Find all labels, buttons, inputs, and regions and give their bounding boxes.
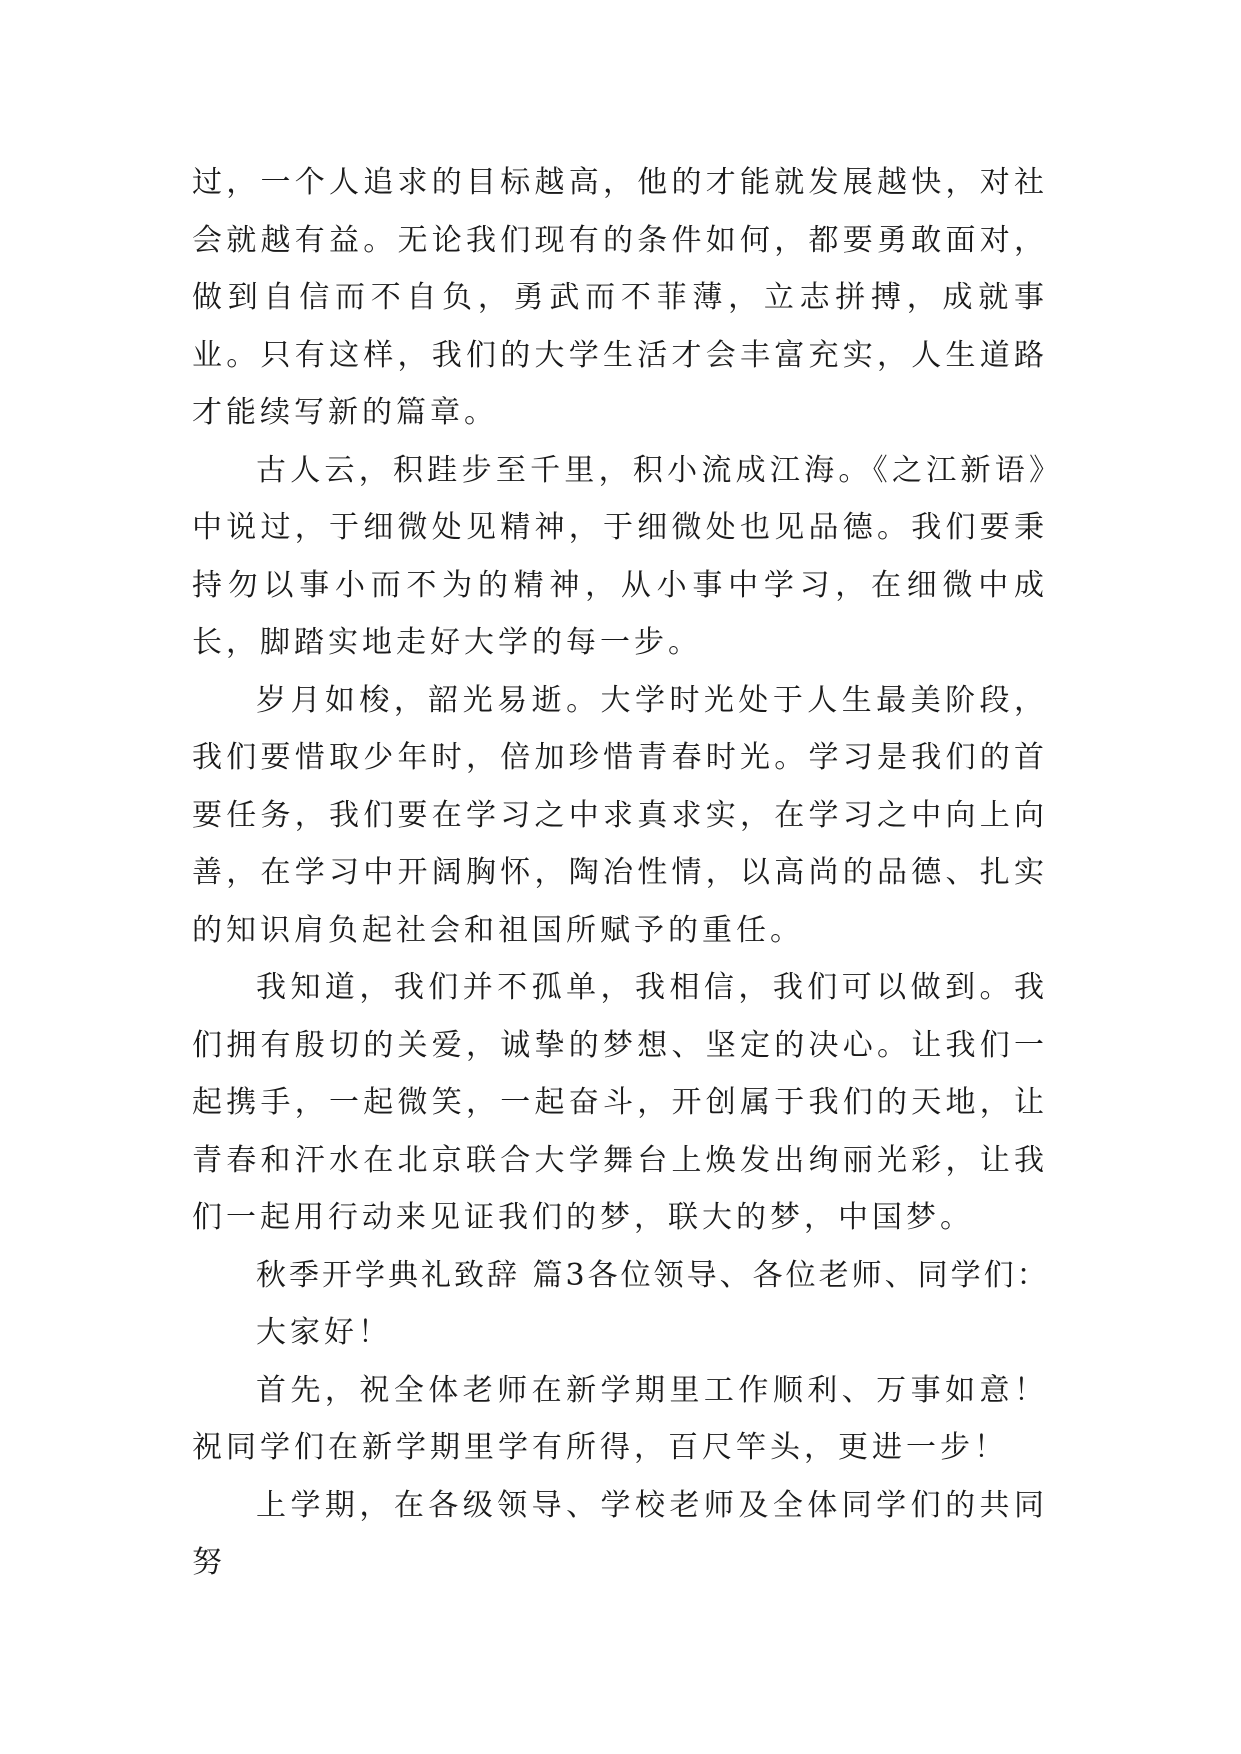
paragraph-dream: 我知道，我们并不孤单，我相信，我们可以做到。我们拥有殷切的关爱，诚挚的梦想、坚定的决心。让我们一起携手，一起微笑，一起奋斗，开创属于我们的天地，让青春和汗水在北京联合大学舞台上焕发出绚丽光彩，让我们一起用行动来见证我们的梦，联大的梦，中国梦。 <box>192 970 1048 1235</box>
paragraph-last-semester: 上学期，在各级领导、学校老师及全体同学们的共同努 <box>192 1487 1048 1580</box>
document-body <box>192 154 1048 1592</box>
section-heading: 秋季开学典礼致辞 篇3各位领导、各位老师、同学们： <box>256 1257 1050 1293</box>
paragraph-wishes: 首先，祝全体老师在新学期里工作顺利、万事如意！祝同学们在新学期里学有所得，百尺竿头，更进一步！ <box>192 1372 1048 1465</box>
paragraph-continuation: 过，一个人追求的目标越高，他的才能就发展越快，对社会就越有益。无论我们现有的条件如何，都要勇敢面对，做到自信而不自负，勇武而不菲薄，立志拼搏，成就事业。只有这样，我们的大学生活才会丰富充实，人生道路才能续写新的篇章。 <box>192 165 1048 430</box>
paragraph-time: 岁月如梭，韶光易逝。大学时光处于人生最美阶段，我们要惜取少年时，倍加珍惜青春时光。学习是我们的首要任务，我们要在学习之中求真求实，在学习之中向上向善，在学习中开阔胸怀，陶冶性情，以高尚的品德、扎实的知识肩负起社会和祖国所赋予的重任。 <box>192 682 1048 948</box>
greeting: 大家好！ <box>256 1315 392 1350</box>
paragraph-accumulation: 古人云，积跬步至千里，积小流成江海。《之江新语》中说过，于细微处见精神，于细微处也见品德。我们要秉持勿以事小而不为的精神，从小事中学习，在细微中成长，脚踏实地走好大学的每一步。 <box>192 452 1048 660</box>
